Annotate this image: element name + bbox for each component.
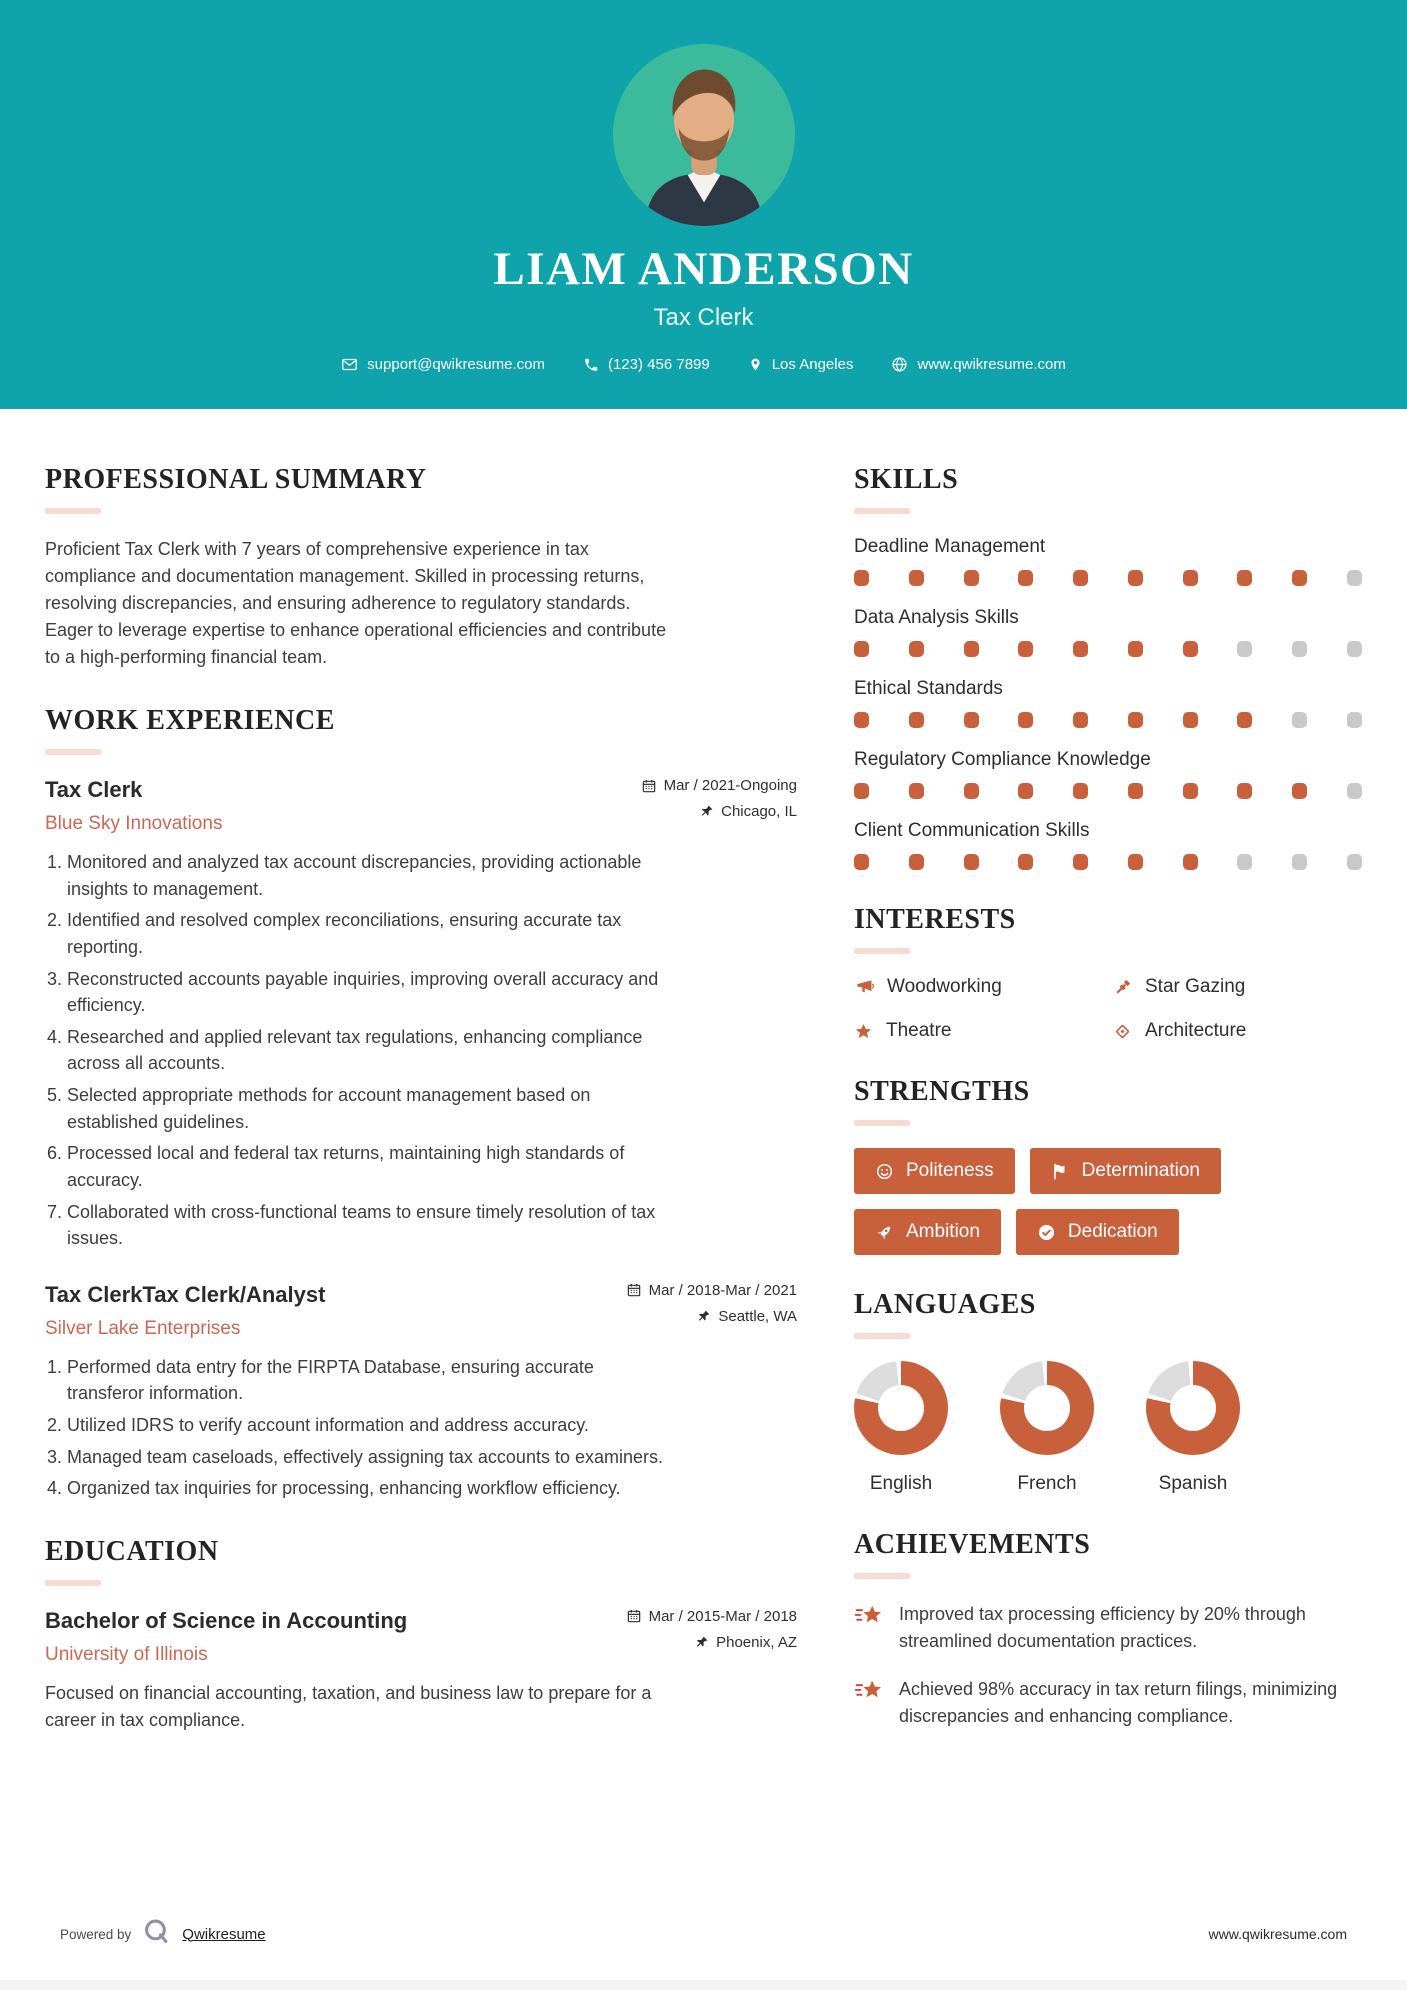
- summary-section: [45, 464, 797, 671]
- skill-dot: [964, 712, 979, 728]
- footer-left: [60, 1918, 266, 1950]
- education-heading: EDUCATION: [45, 1535, 219, 1567]
- skill-dot: [1292, 783, 1307, 799]
- job-entry-header: [45, 777, 797, 835]
- contact-text: www.qwikresume.com: [917, 356, 1066, 373]
- skill-dot: [1018, 712, 1033, 728]
- job-date: Mar / 2021-Ongoing: [663, 777, 797, 794]
- skill-dot: [1237, 783, 1252, 799]
- smiley-icon: [875, 1162, 894, 1181]
- skill-dot: [1292, 712, 1307, 728]
- skill-dot: [1018, 570, 1033, 586]
- heading-underline: [854, 948, 910, 954]
- right-column: [854, 464, 1362, 1752]
- languages-heading: LANGUAGES: [854, 1289, 1036, 1320]
- contact-email[interactable]: [341, 356, 545, 373]
- skill-dot: [854, 641, 869, 657]
- languages-list: [854, 1361, 1362, 1495]
- skill-dot: [1183, 641, 1198, 657]
- job-bullet: 5. Selected appropriate methods for account management based on established guidelines.: [67, 1082, 667, 1135]
- skill-name: Regulatory Compliance Knowledge: [854, 749, 1151, 770]
- interest-label: Star Gazing: [1145, 976, 1246, 997]
- gavel-icon: [1113, 978, 1132, 997]
- company-name: Blue Sky Innovations: [45, 813, 223, 834]
- education-meta: [626, 1608, 797, 1660]
- skill-dot: [1237, 712, 1252, 728]
- skills-heading: SKILLS: [854, 464, 959, 495]
- company-name: Silver Lake Enterprises: [45, 1317, 241, 1339]
- strengths-heading: STRENGTHS: [854, 1076, 1030, 1107]
- skill-dot: [1292, 854, 1307, 870]
- skills-section: [854, 464, 1362, 870]
- pushpin-icon: [694, 1635, 709, 1650]
- star-icon: [854, 1022, 873, 1041]
- skill-dot: [909, 641, 924, 657]
- qwikresume-link[interactable]: Qwikresume: [182, 1925, 266, 1943]
- calendar-icon: [626, 1608, 642, 1624]
- heading-underline: [45, 749, 101, 755]
- experience-heading: WORK EXPERIENCE: [45, 705, 335, 736]
- calendar-icon: [641, 778, 657, 794]
- skill-dot: [1128, 641, 1143, 657]
- skill-dot: [854, 783, 869, 799]
- skill-dot: [1073, 854, 1088, 870]
- heading-underline: [854, 508, 910, 514]
- globe-icon: [891, 356, 908, 373]
- skill-dot: [1073, 570, 1088, 586]
- achievements-list: [854, 1601, 1362, 1730]
- heading-underline: [854, 1120, 910, 1126]
- content: [0, 409, 1407, 1908]
- skill-dot: [854, 854, 869, 870]
- interest-item: [854, 976, 1103, 998]
- language-name: English: [869, 1473, 933, 1494]
- skill-item: [854, 820, 1362, 870]
- language-item: [1146, 1361, 1240, 1495]
- skill-dot: [964, 641, 979, 657]
- interest-label: Architecture: [1145, 1020, 1247, 1041]
- skill-dot: [964, 783, 979, 799]
- job-date-row: [626, 1282, 797, 1299]
- contact-row: [0, 356, 1407, 373]
- footer-website-link[interactable]: www.qwikresume.com: [1208, 1926, 1347, 1942]
- job-location: Seattle, WA: [718, 1307, 797, 1325]
- strengths-list: [854, 1148, 1362, 1255]
- skill-rating: [854, 854, 1362, 870]
- heading-underline: [45, 508, 101, 514]
- job-title: Tax ClerkTax Clerk/Analyst: [45, 1281, 326, 1307]
- job-list: [45, 777, 797, 1502]
- megaphone-icon: [854, 977, 874, 997]
- interest-item: [854, 1020, 1103, 1042]
- skill-dot: [1128, 783, 1143, 799]
- job-entry-titles: [45, 1282, 325, 1340]
- pin-icon: [699, 804, 714, 819]
- phone-icon: [583, 357, 599, 373]
- strength-label: Ambition: [906, 1221, 980, 1242]
- achievements-heading: ACHIEVEMENTS: [854, 1529, 1091, 1560]
- strength-label: Dedication: [1067, 1221, 1158, 1242]
- skill-dot: [854, 712, 869, 728]
- job-bullet: 1. Performed data entry for the FIRPTA Database, ensuring accurate transferor information.: [67, 1354, 667, 1407]
- skill-dot: [1018, 783, 1033, 799]
- education-date: Mar / 2015-Mar / 2018: [648, 1607, 797, 1625]
- skill-dot: [1128, 570, 1143, 586]
- contact-text: (123) 456 7899: [607, 356, 710, 373]
- skill-dot: [1292, 570, 1307, 586]
- skill-dot: [1237, 641, 1252, 657]
- education-description: Focused on financial accounting, taxation, and business law to prepare for a career in tax compliance.: [45, 1682, 652, 1730]
- check-icon: [1037, 1223, 1056, 1242]
- job-location-row: [626, 1308, 797, 1325]
- job-bullet: 2. Identified and resolved complex reconciliations, ensuring accurate tax reporting.: [67, 907, 667, 960]
- powered-by-label: Powered by: [60, 1926, 132, 1942]
- strength-badge: [1016, 1209, 1179, 1255]
- interest-label: Theatre: [886, 1020, 952, 1041]
- skill-name: Client Communication Skills: [854, 820, 1090, 841]
- left-column: [45, 464, 797, 1768]
- shootingstar-icon: [854, 1603, 884, 1629]
- strength-label: Politeness: [906, 1160, 994, 1181]
- contact-text: support@qwikresume.com: [367, 356, 545, 373]
- skill-rating: [854, 783, 1362, 799]
- language-donut: [1146, 1361, 1240, 1455]
- job-date-row: [641, 777, 797, 794]
- languages-section: [854, 1289, 1362, 1495]
- job-bullet: 3. Reconstructed accounts payable inquiries, improving overall accuracy and efficiency.: [67, 966, 667, 1019]
- skill-dot: [964, 570, 979, 586]
- skill-dot: [964, 854, 979, 870]
- achievements-section: [854, 1529, 1362, 1730]
- candidate-title: Tax Clerk: [653, 304, 754, 331]
- strength-label: Determination: [1081, 1160, 1200, 1181]
- language-item: [1000, 1361, 1094, 1495]
- skill-dot: [1018, 854, 1033, 870]
- skill-name: Deadline Management: [854, 536, 1046, 557]
- skill-dot: [854, 570, 869, 586]
- skill-dot: [1347, 570, 1362, 586]
- profile-photo: [613, 44, 795, 226]
- language-donut: [854, 1361, 948, 1455]
- language-donut: [1000, 1361, 1094, 1455]
- footer: [0, 1908, 1407, 1980]
- summary-heading: PROFESSIONAL SUMMARY: [45, 464, 427, 495]
- education-section: [45, 1536, 797, 1734]
- job-location: Chicago, IL: [721, 803, 797, 820]
- skill-dot: [1237, 570, 1252, 586]
- heading-underline: [854, 1573, 910, 1579]
- summary-text: Proficient Tax Clerk with 7 years of comprehensive experience in tax compliance and documentation management. Skilled in processing returns, resolving discrepancies, and ensuring adherence to regulatory standards. Eager to leverage expertise to enhance operational efficiencies and contribute to a high-performing financial team.: [45, 539, 667, 667]
- skill-rating: [854, 641, 1362, 657]
- job-bullet-list: [67, 849, 667, 1252]
- skill-dot: [1183, 854, 1198, 870]
- heading-underline: [45, 1580, 101, 1586]
- language-item: [854, 1361, 948, 1495]
- skill-item: [854, 749, 1362, 799]
- skill-dot: [1128, 712, 1143, 728]
- experience-section: [45, 705, 797, 1502]
- job-bullet: 3. Managed team caseloads, effectively assigning tax accounts to examiners.: [67, 1444, 667, 1471]
- job-date: Mar / 2018-Mar / 2021: [648, 1281, 797, 1299]
- skill-item: [854, 678, 1362, 728]
- skill-dot: [1347, 641, 1362, 657]
- rocket-icon: [875, 1223, 894, 1242]
- skill-dot: [1347, 783, 1362, 799]
- skill-dot: [909, 854, 924, 870]
- job-entry-header: [45, 1282, 797, 1340]
- job-bullet: 6. Processed local and federal tax returns, maintaining high standards of accuracy.: [67, 1140, 667, 1193]
- email-icon: [341, 356, 358, 373]
- heading-underline: [854, 1333, 910, 1339]
- interest-item: [1113, 976, 1362, 998]
- strength-badge: [854, 1148, 1015, 1194]
- job-bullet: 4. Organized tax inquiries for processing, enhancing workflow efficiency.: [67, 1475, 667, 1502]
- skill-dot: [1347, 712, 1362, 728]
- candidate-name: LIAM ANDERSON: [493, 243, 914, 295]
- achievement-text: Achieved 98% accuracy in tax return filings, minimizing discrepancies and enhancing compliance.: [899, 1679, 1338, 1726]
- skill-rating: [854, 712, 1362, 728]
- education-location: Phoenix, AZ: [716, 1633, 797, 1651]
- achievement-text: Improved tax processing efficiency by 20% through streamlined documentation practices.: [899, 1604, 1306, 1651]
- skill-dot: [1292, 641, 1307, 657]
- skill-rating: [854, 570, 1362, 586]
- calendar-icon: [626, 1282, 642, 1298]
- job-title: Tax Clerk: [45, 777, 143, 802]
- strength-badge: [1030, 1148, 1221, 1194]
- language-name: Spanish: [1158, 1473, 1228, 1494]
- skill-dot: [1018, 641, 1033, 657]
- skill-dot: [1183, 570, 1198, 586]
- job-bullet: 2. Utilized IDRS to verify account information and address accuracy.: [67, 1412, 667, 1439]
- skill-dot: [1237, 854, 1252, 870]
- interest-label: Woodworking: [887, 976, 1002, 997]
- skill-dot: [1128, 854, 1143, 870]
- qwikresume-logo-icon: [143, 1918, 170, 1950]
- skill-dot: [1183, 783, 1198, 799]
- degree-title: Bachelor of Science in Accounting: [45, 1607, 408, 1633]
- contact-globe[interactable]: [891, 356, 1065, 373]
- job-bullet: 1. Monitored and analyzed tax account discrepancies, providing actionable insights to management.: [67, 849, 667, 902]
- avatar: [613, 44, 795, 226]
- architecture-icon: [1113, 1022, 1132, 1041]
- flag-icon: [1051, 1162, 1070, 1181]
- job-location-row: [641, 803, 797, 820]
- job-bullet: 4. Researched and applied relevant tax regulations, enhancing compliance across all accounts.: [67, 1024, 667, 1077]
- skill-dot: [1183, 712, 1198, 728]
- job-bullet-list: [67, 1354, 667, 1502]
- job-meta: [626, 1282, 797, 1334]
- skills-list: [854, 536, 1362, 870]
- skill-item: [854, 536, 1362, 586]
- skill-dot: [1073, 641, 1088, 657]
- achievement-item: [854, 1676, 1362, 1729]
- bottom-edge-strip: [0, 1980, 1407, 1990]
- contact-phone[interactable]: [583, 356, 710, 373]
- strength-badge: [854, 1209, 1001, 1255]
- job-bullet: 7. Collaborated with cross-functional teams to ensure timely resolution of tax issues.: [67, 1199, 667, 1252]
- language-name: French: [1017, 1473, 1077, 1494]
- header: [0, 0, 1407, 409]
- skill-dot: [909, 712, 924, 728]
- strengths-section: [854, 1076, 1362, 1255]
- job-entry-titles: [45, 777, 222, 835]
- contact-text: Los Angeles: [771, 356, 854, 373]
- interest-item: [1113, 1020, 1362, 1042]
- achievement-item: [854, 1601, 1362, 1654]
- interests-section: [854, 904, 1362, 1042]
- school-name: University of Illinois: [45, 1643, 208, 1665]
- skill-item: [854, 607, 1362, 657]
- skill-dot: [1073, 712, 1088, 728]
- skill-name: Ethical Standards: [854, 678, 1003, 699]
- interests-list: [854, 976, 1362, 1042]
- skill-dot: [909, 783, 924, 799]
- interests-heading: INTERESTS: [854, 904, 1016, 935]
- skill-dot: [909, 570, 924, 586]
- skill-dot: [1073, 783, 1088, 799]
- pin-icon: [696, 1309, 711, 1324]
- skill-dot: [1347, 854, 1362, 870]
- job-meta: [641, 777, 797, 829]
- location-icon: [748, 356, 763, 373]
- contact-location[interactable]: [748, 356, 854, 373]
- skill-name: Data Analysis Skills: [854, 607, 1019, 628]
- shootingstar-icon: [854, 1678, 884, 1704]
- education-entry-header: [45, 1608, 797, 1666]
